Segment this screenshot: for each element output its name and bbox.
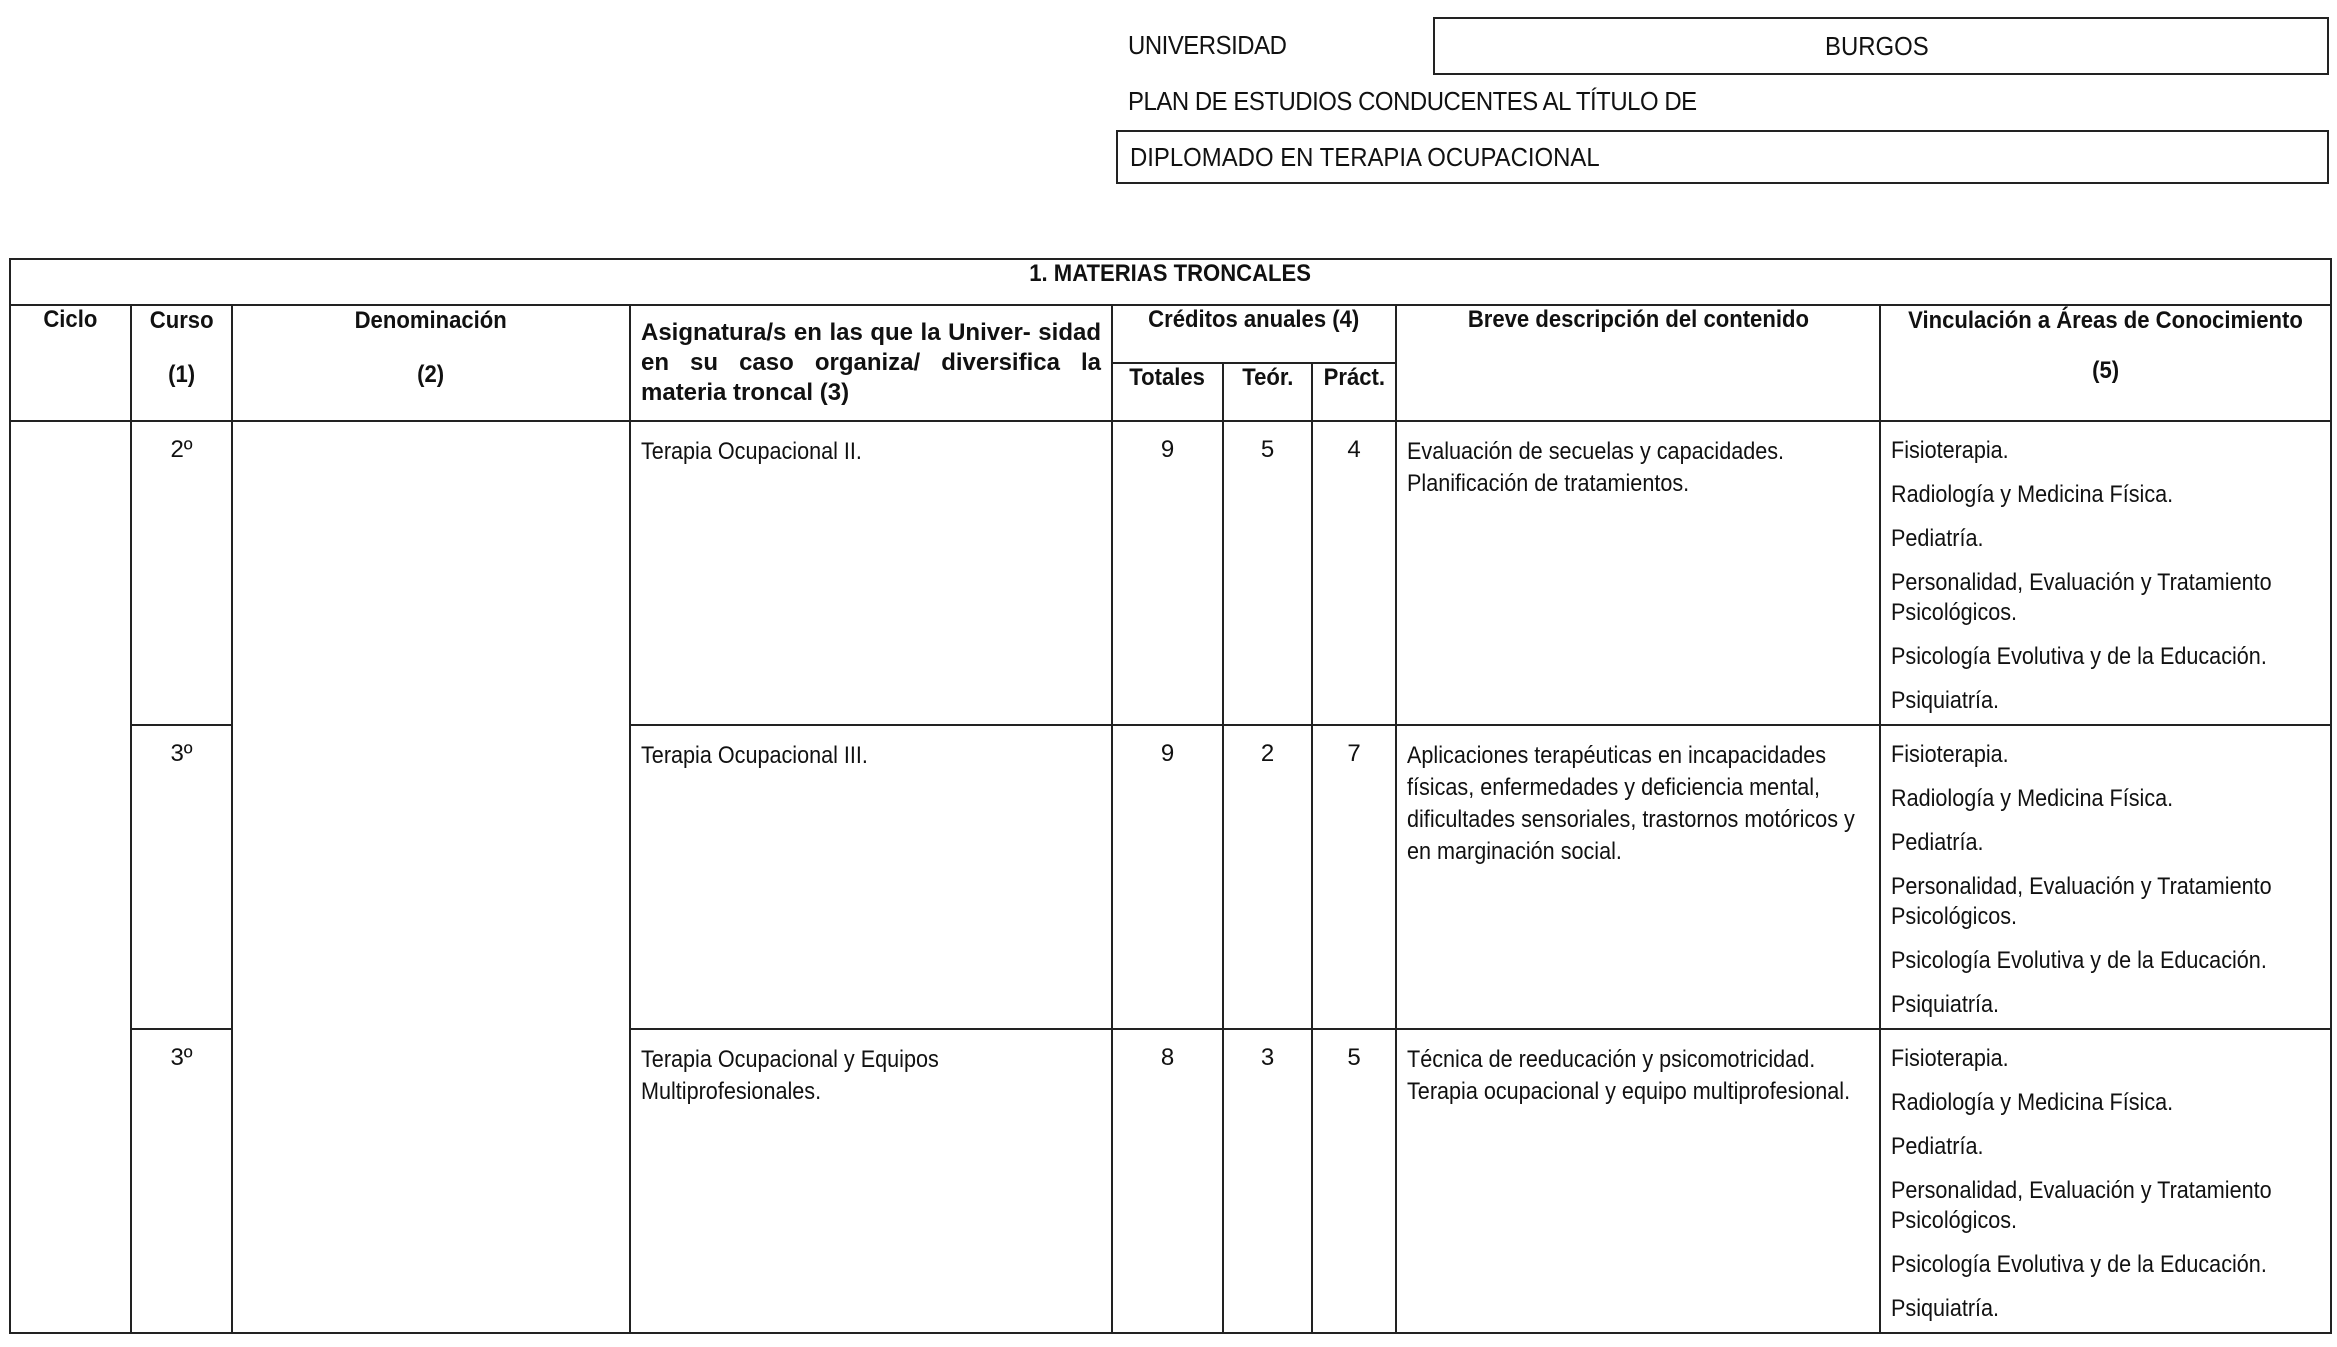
pract-cell: 7: [1312, 725, 1396, 1029]
area-item: Psicología Evolutiva y de la Educación.: [1891, 643, 2267, 670]
curso-cell: 2º: [131, 421, 232, 725]
header-totales: Totales: [1112, 363, 1223, 421]
universidad-label: UNIVERSIDAD: [1128, 30, 1287, 60]
area-item: Fisioterapia.: [1891, 1045, 2009, 1072]
asignatura-cell: Terapia Ocupacional II.: [630, 421, 1112, 725]
totales-cell: 9: [1112, 725, 1223, 1029]
header-denominacion-label: Denominación: [354, 307, 508, 334]
asignatura-cell: Terapia Ocupacional III.: [630, 725, 1112, 1029]
area-item: Personalidad, Evaluación y Tratamiento Psicológicos.: [1891, 569, 2272, 626]
areas-cell: [1880, 421, 2331, 725]
area-item: Psiquiatría.: [1891, 991, 2000, 1018]
header-curso: [131, 305, 232, 421]
area-item: Radiología y Medicina Física.: [1891, 481, 2174, 508]
table-title: 1. MATERIAS TRONCALES: [10, 259, 2331, 305]
header-curso-note: (1): [168, 361, 195, 388]
header-denominacion: [232, 305, 630, 421]
descripcion-cell: Aplicaciones terapéuticas en incapacidades físicas, enfermedades y deficiencia mental, dificultades sensoriales, trastornos motóricos y en marginación social.: [1396, 725, 1880, 1029]
materias-troncales-table: [9, 258, 2332, 1334]
table-row: [10, 421, 2331, 725]
teor-cell: 2: [1223, 725, 1312, 1029]
ciclo-cell: [10, 421, 131, 1333]
areas-cell: [1880, 1029, 2331, 1333]
area-item: Radiología y Medicina Física.: [1891, 1089, 2174, 1116]
universidad-field: [1433, 17, 2329, 75]
descripcion-cell: Técnica de reeducación y psicomotricidad. Terapia ocupacional y equipo multiprofesional.: [1396, 1029, 1880, 1333]
header-creditos: Créditos anuales (4): [1112, 305, 1396, 363]
pract-cell: 4: [1312, 421, 1396, 725]
header-vinculacion: [1880, 305, 2331, 421]
curso-cell: 3º: [131, 725, 232, 1029]
header-descripcion: Breve descripción del contenido: [1396, 305, 1880, 421]
header-asignaturas: Asignatura/s en las que la Univer- sidad en su caso organiza/ diversifica la materia troncal (3): [630, 305, 1112, 421]
area-item: Personalidad, Evaluación y Tratamiento Psicológicos.: [1891, 873, 2272, 930]
teor-cell: 3: [1223, 1029, 1312, 1333]
header-vinculacion-label: Vinculación a Áreas de Conocimiento: [1908, 307, 2303, 334]
area-item: Psicología Evolutiva y de la Educación.: [1891, 947, 2267, 974]
header-curso-label: Curso: [149, 307, 214, 334]
header-vinculacion-note: (5): [2092, 357, 2120, 384]
asignatura-cell: Terapia Ocupacional y Equipos Multiprofesionales.: [630, 1029, 1112, 1333]
areas-cell: [1880, 725, 2331, 1029]
teor-cell: 5: [1223, 421, 1312, 725]
area-item: Psicología Evolutiva y de la Educación.: [1891, 1251, 2267, 1278]
denominacion-cell: [232, 421, 630, 1333]
area-item: Fisioterapia.: [1891, 741, 2009, 768]
area-item: Psiquiatría.: [1891, 1295, 2000, 1322]
area-item: Fisioterapia.: [1891, 437, 2009, 464]
area-item: Pediatría.: [1891, 829, 1984, 856]
descripcion-cell: Evaluación de secuelas y capacidades. Planificación de tratamientos.: [1396, 421, 1880, 725]
header-ciclo: Ciclo: [10, 305, 131, 421]
totales-cell: 9: [1112, 421, 1223, 725]
plan-label: PLAN DE ESTUDIOS CONDUCENTES AL TÍTULO DE: [1128, 86, 1697, 116]
universidad-value: BURGOS: [1824, 30, 1929, 61]
header-denominacion-note: (2): [417, 361, 445, 388]
curso-cell: 3º: [131, 1029, 232, 1333]
area-item: Pediatría.: [1891, 525, 1984, 552]
header-teor: Teór.: [1223, 363, 1312, 421]
area-item: Psiquiatría.: [1891, 687, 2000, 714]
area-item: Radiología y Medicina Física.: [1891, 785, 2174, 812]
pract-cell: 5: [1312, 1029, 1396, 1333]
area-item: Pediatría.: [1891, 1133, 1984, 1160]
titulo-field: [1116, 130, 2329, 184]
header-pract: Práct.: [1312, 363, 1396, 421]
totales-cell: 8: [1112, 1029, 1223, 1333]
titulo-value: DIPLOMADO EN TERAPIA OCUPACIONAL: [1130, 141, 1600, 172]
area-item: Personalidad, Evaluación y Tratamiento Psicológicos.: [1891, 1177, 2272, 1234]
